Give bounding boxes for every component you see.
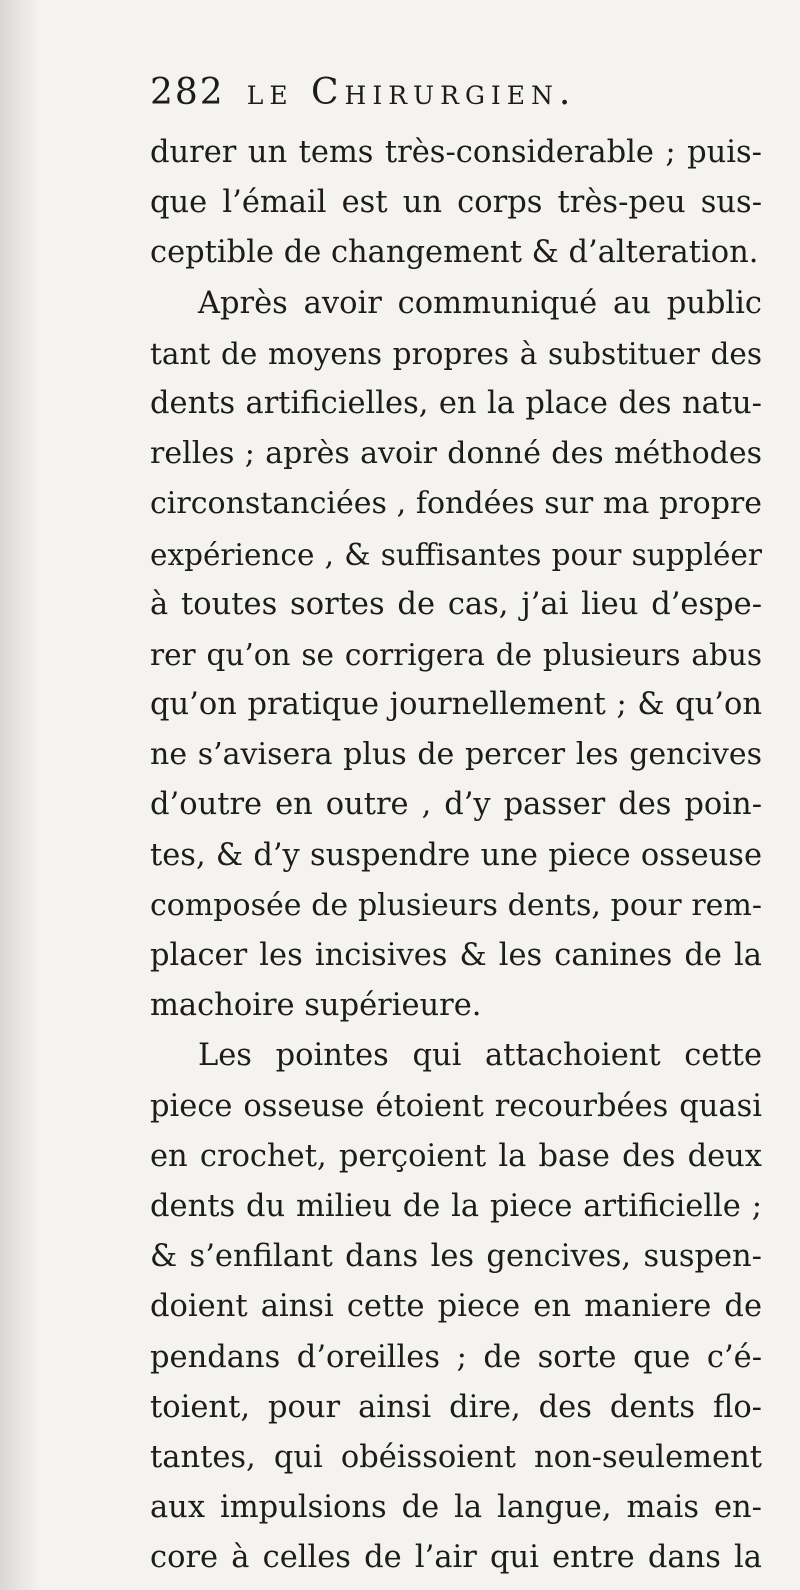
text-line: tant de moyens propres à substituer des <box>150 336 762 371</box>
page-header <box>150 72 762 126</box>
page-edge-shadow <box>0 0 40 1590</box>
text-line: circonstanciées , fondées sur ma propre <box>150 486 762 522</box>
text-line: durer un tems très-considerable ; puis- <box>150 135 762 170</box>
text-line: à toutes sortes de cas, j’ai lieu d’espe- <box>150 586 762 622</box>
text-line: tantes, qui obéissoient non-seulement <box>150 1439 762 1475</box>
text-line: Les pointes qui attachoient cette <box>198 1038 762 1074</box>
text-line: tes, & d’y suspendre une piece osseuse <box>150 837 762 873</box>
page-number: 282 <box>150 72 225 113</box>
text-line: piece osseuse étoient recourbées quasi <box>150 1088 762 1124</box>
text-line: machoire supérieure. <box>150 988 482 1024</box>
text-line: dents du milieu de la piece artificielle ; <box>150 1188 762 1224</box>
text-line: & s’enfilant dans les gencives, suspen- <box>150 1239 762 1275</box>
text-line: d’outre en outre , d’y passer des poin- <box>150 787 762 823</box>
text-line: dents artificielles, en la place des natu- <box>150 385 762 421</box>
body-text <box>150 128 762 1583</box>
text-line: expérience , & suffisantes pour suppléer <box>150 537 762 572</box>
text-line: rer qu’on se corrigera de plusieurs abus <box>150 637 762 672</box>
text-line: ne s’avisera plus de percer les gencives <box>150 737 762 773</box>
text-line: ceptible de changement & d’alteration. <box>150 235 759 271</box>
text-line: composée de plusieurs dents, pour rem- <box>150 887 762 923</box>
text-line: Après avoir communiqué au public <box>198 285 762 321</box>
text-line: relles ; après avoir donné des méthodes <box>150 436 762 472</box>
running-title: le Chirurgien. <box>246 72 577 113</box>
text-line: toient, pour ainsi dire, des dents flo- <box>150 1389 762 1425</box>
text-line: placer les incisives & les canines de la <box>150 938 762 973</box>
book-page <box>150 72 762 1583</box>
text-line: que l’émail est un corps très-peu sus- <box>150 185 762 221</box>
text-line: doient ainsi cette piece en maniere de <box>150 1289 762 1325</box>
text-line: aux impulsions de la langue, mais en- <box>150 1490 762 1526</box>
text-line: core à celles de l’air qui entre dans la <box>150 1540 762 1576</box>
text-line: pendans d’oreilles ; de sorte que c’é- <box>150 1339 762 1375</box>
text-line: en crochet, perçoient la base des deux <box>150 1138 762 1174</box>
text-line: qu’on pratique journellement ; & qu’on <box>150 687 762 723</box>
